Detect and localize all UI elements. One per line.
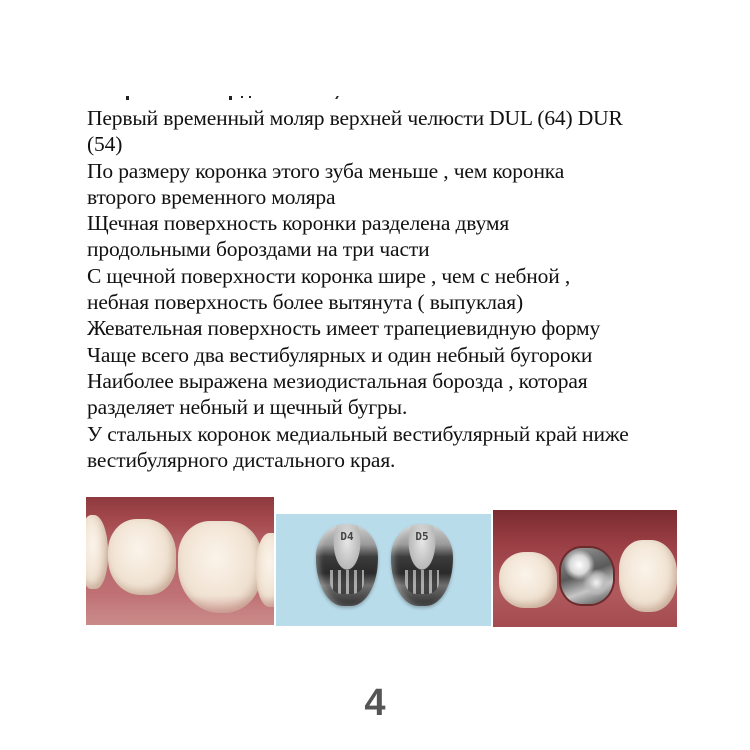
page-number: 4 <box>364 682 386 724</box>
text-line-title: Первый временный моляр верхней челюсти DUL (64) DUR <box>87 106 623 130</box>
photo-steel-crowns <box>276 514 491 626</box>
steel-crown-image <box>316 524 378 606</box>
text-line: У стальных коронок медиальный вестибулярный край ниже <box>87 421 629 446</box>
photo-natural-molars <box>86 497 274 625</box>
text-line: С щечной поверхности коронка шире , чем с небной , <box>87 263 571 288</box>
cropped-text-line <box>86 96 686 102</box>
crown-mark: D5 <box>415 530 429 543</box>
steel-crown-image <box>391 524 453 606</box>
tooth-image <box>86 515 108 589</box>
crown-mark: D4 <box>340 530 354 543</box>
crown-reflection <box>330 570 364 594</box>
text-line: Жевательная поверхность имеет трапециевидную форму <box>87 316 601 341</box>
text-line: продольными бороздами на три части <box>87 237 430 262</box>
text-line: небная поверхность более вытянута ( выпуклая) <box>87 290 523 315</box>
text-line: вестибулярного дистального края. <box>87 447 396 472</box>
text-line: разделяет небный и щечный бугры. <box>87 395 408 420</box>
text-line: второго временного моляра <box>87 184 336 209</box>
tooth-image <box>619 540 677 612</box>
body-text <box>87 105 727 473</box>
tooth-image <box>499 552 557 608</box>
text-line: По размеру коронка этого зуба меньше , чем коронка <box>87 158 565 183</box>
photo-crown-in-mouth <box>493 510 677 627</box>
steel-crown-image <box>561 548 613 604</box>
gum-shading <box>86 595 274 625</box>
text-line: Щечная поверхность коронки разделена двумя <box>87 211 510 236</box>
text-line: Чаще всего два вестибулярных и один небный бугороки <box>87 342 593 367</box>
crown-reflection <box>405 570 439 594</box>
tooth-image <box>108 519 176 595</box>
text-line: (54) <box>87 132 123 157</box>
text-line: Наиболее выражена мезиодистальная борозда , которая <box>87 368 588 393</box>
